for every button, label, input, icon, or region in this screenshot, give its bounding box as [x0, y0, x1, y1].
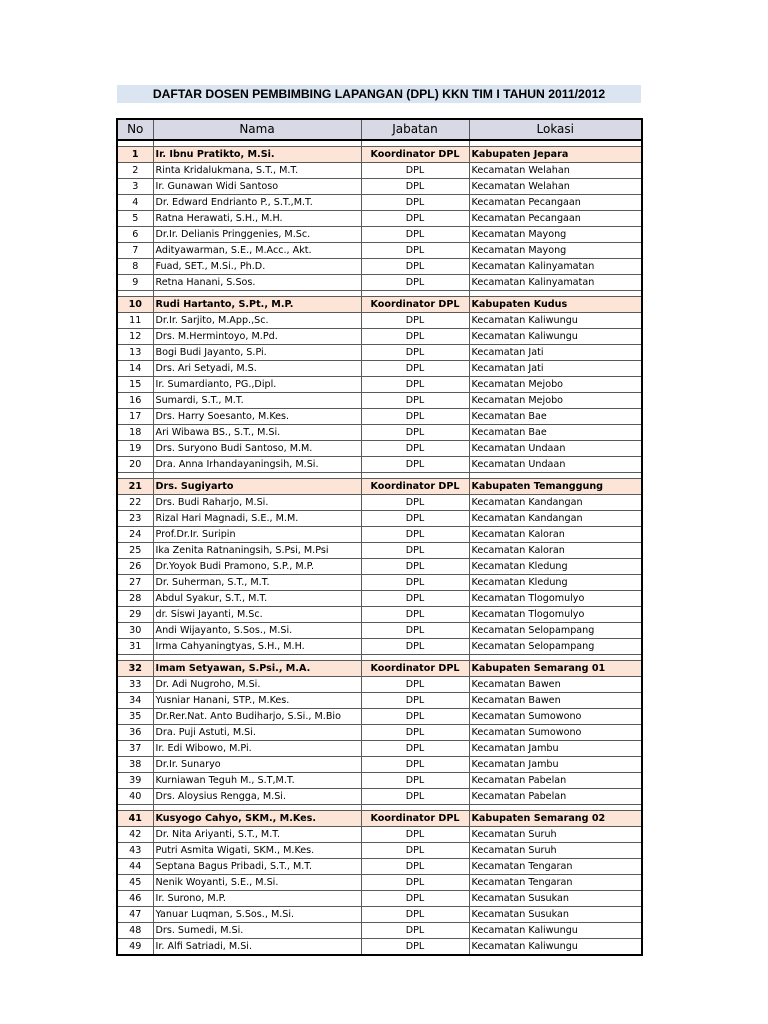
table-row	[117, 757, 642, 773]
coordinator-row	[117, 147, 642, 163]
cell-no: 29	[117, 607, 153, 623]
cell-nama: Nenik Woyanti, S.E., M.Si.	[153, 875, 361, 891]
cell-nama: Drs. M.Hermintoyo, M.Pd.	[153, 329, 361, 345]
cell-nama: Dr.Ir. Sarjito, M.App.,Sc.	[153, 313, 361, 329]
cell-no: 4	[117, 195, 153, 211]
table-row	[117, 907, 642, 923]
cell-no: 46	[117, 891, 153, 907]
cell-lokasi: Kecamatan Mejobo	[469, 393, 642, 409]
table-body	[117, 140, 642, 955]
cell-no: 34	[117, 693, 153, 709]
cell-lokasi: Kecamatan Jambu	[469, 741, 642, 757]
cell-lokasi: Kabupaten Kudus	[469, 297, 642, 313]
cell-no: 15	[117, 377, 153, 393]
cell-no: 19	[117, 441, 153, 457]
cell-jabatan: DPL	[361, 195, 469, 211]
cell-nama: Dr.Ir. Sunaryo	[153, 757, 361, 773]
cell-no: 28	[117, 591, 153, 607]
cell-lokasi: Kecamatan Pecangaan	[469, 195, 642, 211]
cell-jabatan: Koordinator DPL	[361, 479, 469, 495]
cell-jabatan: Koordinator DPL	[361, 811, 469, 827]
cell-lokasi: Kabupaten Semarang 02	[469, 811, 642, 827]
table-row	[117, 773, 642, 789]
cell-jabatan: DPL	[361, 677, 469, 693]
table-row	[117, 843, 642, 859]
cell-jabatan: DPL	[361, 773, 469, 789]
cell-jabatan: DPL	[361, 393, 469, 409]
table-row	[117, 163, 642, 179]
cell-lokasi: Kecamatan Kaliwungu	[469, 313, 642, 329]
table-row	[117, 329, 642, 345]
table-row	[117, 591, 642, 607]
cell-lokasi: Kecamatan Susukan	[469, 891, 642, 907]
table-row	[117, 457, 642, 473]
table-row	[117, 939, 642, 956]
cell-no: 2	[117, 163, 153, 179]
cell-no: 27	[117, 575, 153, 591]
cell-jabatan: DPL	[361, 907, 469, 923]
cell-nama: Dr. Nita Ariyanti, S.T., M.T.	[153, 827, 361, 843]
cell-lokasi: Kecamatan Kaliwungu	[469, 939, 642, 956]
cell-no: 49	[117, 939, 153, 956]
cell-no: 47	[117, 907, 153, 923]
cell-jabatan: DPL	[361, 227, 469, 243]
cell-jabatan: DPL	[361, 543, 469, 559]
cell-lokasi: Kecamatan Tengaran	[469, 859, 642, 875]
table-row	[117, 859, 642, 875]
cell-jabatan: DPL	[361, 179, 469, 195]
cell-no: 33	[117, 677, 153, 693]
cell-no: 35	[117, 709, 153, 725]
cell-lokasi: Kecamatan Pecangaan	[469, 211, 642, 227]
cell-jabatan: DPL	[361, 329, 469, 345]
cell-lokasi: Kecamatan Sumowono	[469, 725, 642, 741]
cell-lokasi: Kecamatan Kandangan	[469, 495, 642, 511]
cell-lokasi: Kecamatan Kalinyamatan	[469, 275, 642, 291]
cell-no: 36	[117, 725, 153, 741]
cell-lokasi: Kecamatan Bawen	[469, 677, 642, 693]
table-row	[117, 741, 642, 757]
cell-no: 21	[117, 479, 153, 495]
cell-no: 17	[117, 409, 153, 425]
cell-jabatan: DPL	[361, 441, 469, 457]
cell-nama: Putri Asmita Wigati, SKM., M.Kes.	[153, 843, 361, 859]
cell-jabatan: DPL	[361, 623, 469, 639]
cell-lokasi: Kecamatan Jambu	[469, 757, 642, 773]
cell-no: 1	[117, 147, 153, 163]
cell-jabatan: DPL	[361, 163, 469, 179]
cell-no: 41	[117, 811, 153, 827]
table-row	[117, 377, 642, 393]
cell-nama: Adityawarman, S.E., M.Acc., Akt.	[153, 243, 361, 259]
table-row	[117, 891, 642, 907]
cell-lokasi: Kecamatan Suruh	[469, 827, 642, 843]
cell-no: 18	[117, 425, 153, 441]
cell-no: 20	[117, 457, 153, 473]
cell-jabatan: Koordinator DPL	[361, 661, 469, 677]
cell-jabatan: DPL	[361, 243, 469, 259]
cell-lokasi: Kecamatan Undaan	[469, 441, 642, 457]
cell-no: 13	[117, 345, 153, 361]
cell-jabatan: DPL	[361, 259, 469, 275]
cell-jabatan: Koordinator DPL	[361, 297, 469, 313]
cell-no: 24	[117, 527, 153, 543]
table-row	[117, 639, 642, 655]
table-row	[117, 195, 642, 211]
cell-nama: Prof.Dr.Ir. Suripin	[153, 527, 361, 543]
cell-jabatan: DPL	[361, 709, 469, 725]
cell-no: 31	[117, 639, 153, 655]
cell-jabatan: DPL	[361, 789, 469, 805]
cell-nama: Ratna Herawati, S.H., M.H.	[153, 211, 361, 227]
table-row	[117, 393, 642, 409]
cell-jabatan: DPL	[361, 875, 469, 891]
column-header-lokasi: Lokasi	[469, 119, 642, 140]
cell-lokasi: Kecamatan Pabelan	[469, 789, 642, 805]
dpl-table	[116, 118, 643, 956]
document-title: DAFTAR DOSEN PEMBIMBING LAPANGAN (DPL) KKN TIM I TAHUN 2011/2012	[117, 85, 641, 103]
coordinator-row	[117, 479, 642, 495]
cell-no: 8	[117, 259, 153, 275]
cell-no: 7	[117, 243, 153, 259]
cell-lokasi: Kecamatan Kaloran	[469, 543, 642, 559]
cell-nama: Dr.Yoyok Budi Pramono, S.P., M.P.	[153, 559, 361, 575]
cell-nama: Dra. Anna Irhandayaningsih, M.Si.	[153, 457, 361, 473]
cell-nama: Drs. Sugiyarto	[153, 479, 361, 495]
cell-jabatan: DPL	[361, 725, 469, 741]
cell-nama: Retna Hanani, S.Sos.	[153, 275, 361, 291]
cell-nama: Imam Setyawan, S.Psi., M.A.	[153, 661, 361, 677]
cell-lokasi: Kecamatan Bawen	[469, 693, 642, 709]
cell-no: 12	[117, 329, 153, 345]
cell-nama: Drs. Sumedi, M.Si.	[153, 923, 361, 939]
cell-lokasi: Kecamatan Bae	[469, 409, 642, 425]
cell-nama: dr. Siswi Jayanti, M.Sc.	[153, 607, 361, 623]
cell-lokasi: Kecamatan Susukan	[469, 907, 642, 923]
cell-jabatan: DPL	[361, 741, 469, 757]
cell-nama: Ir. Ibnu Pratikto, M.Si.	[153, 147, 361, 163]
cell-lokasi: Kecamatan Kaliwungu	[469, 329, 642, 345]
cell-nama: Drs. Suryono Budi Santoso, M.M.	[153, 441, 361, 457]
cell-jabatan: DPL	[361, 757, 469, 773]
table-row	[117, 179, 642, 195]
cell-lokasi: Kecamatan Welahan	[469, 163, 642, 179]
cell-no: 37	[117, 741, 153, 757]
cell-lokasi: Kecamatan Kaliwungu	[469, 923, 642, 939]
cell-nama: Ir. Edi Wibowo, M.Pi.	[153, 741, 361, 757]
cell-no: 40	[117, 789, 153, 805]
cell-nama: Abdul Syakur, S.T., M.T.	[153, 591, 361, 607]
cell-lokasi: Kecamatan Kledung	[469, 575, 642, 591]
cell-no: 32	[117, 661, 153, 677]
table-row	[117, 559, 642, 575]
cell-nama: Rinta Kridalukmana, S.T., M.T.	[153, 163, 361, 179]
cell-no: 26	[117, 559, 153, 575]
cell-lokasi: Kecamatan Mayong	[469, 227, 642, 243]
cell-jabatan: DPL	[361, 639, 469, 655]
cell-jabatan: DPL	[361, 425, 469, 441]
table-row	[117, 607, 642, 623]
table-row	[117, 313, 642, 329]
coordinator-row	[117, 297, 642, 313]
cell-nama: Sumardi, S.T., M.T.	[153, 393, 361, 409]
table-row	[117, 243, 642, 259]
cell-lokasi: Kecamatan Kandangan	[469, 511, 642, 527]
cell-no: 5	[117, 211, 153, 227]
table-row	[117, 789, 642, 805]
cell-no: 6	[117, 227, 153, 243]
cell-no: 16	[117, 393, 153, 409]
cell-no: 11	[117, 313, 153, 329]
cell-lokasi: Kecamatan Tengaran	[469, 875, 642, 891]
cell-jabatan: DPL	[361, 495, 469, 511]
cell-nama: Septana Bagus Pribadi, S.T., M.T.	[153, 859, 361, 875]
cell-nama: Andi Wijayanto, S.Sos., M.Si.	[153, 623, 361, 639]
cell-no: 42	[117, 827, 153, 843]
table-row	[117, 725, 642, 741]
cell-no: 23	[117, 511, 153, 527]
cell-nama: Dr.Ir. Delianis Pringgenies, M.Sc.	[153, 227, 361, 243]
cell-no: 10	[117, 297, 153, 313]
cell-nama: Ir. Gunawan Widi Santoso	[153, 179, 361, 195]
cell-nama: Ir. Surono, M.P.	[153, 891, 361, 907]
cell-jabatan: DPL	[361, 377, 469, 393]
cell-jabatan: DPL	[361, 923, 469, 939]
cell-jabatan: DPL	[361, 457, 469, 473]
cell-lokasi: Kecamatan Jati	[469, 345, 642, 361]
cell-nama: Dr.Rer.Nat. Anto Budiharjo, S.Si., M.Bio	[153, 709, 361, 725]
cell-lokasi: Kecamatan Suruh	[469, 843, 642, 859]
cell-lokasi: Kecamatan Mejobo	[469, 377, 642, 393]
cell-no: 25	[117, 543, 153, 559]
cell-lokasi: Kecamatan Kledung	[469, 559, 642, 575]
cell-no: 3	[117, 179, 153, 195]
cell-jabatan: DPL	[361, 275, 469, 291]
cell-lokasi: Kabupaten Semarang 01	[469, 661, 642, 677]
cell-no: 45	[117, 875, 153, 891]
cell-lokasi: Kecamatan Kalinyamatan	[469, 259, 642, 275]
table-row	[117, 211, 642, 227]
cell-nama: Kurniawan Teguh M., S.T,M.T.	[153, 773, 361, 789]
cell-nama: Rizal Hari Magnadi, S.E., M.M.	[153, 511, 361, 527]
table-header-row	[117, 119, 642, 140]
cell-nama: Kusyogo Cahyo, SKM., M.Kes.	[153, 811, 361, 827]
cell-jabatan: Koordinator DPL	[361, 147, 469, 163]
cell-lokasi: Kecamatan Pabelan	[469, 773, 642, 789]
cell-nama: Yusniar Hanani, STP., M.Kes.	[153, 693, 361, 709]
table-row	[117, 693, 642, 709]
cell-jabatan: DPL	[361, 511, 469, 527]
coordinator-row	[117, 661, 642, 677]
cell-lokasi: Kecamatan Welahan	[469, 179, 642, 195]
table-row	[117, 227, 642, 243]
cell-nama: Ari Wibawa BS., S.T., M.Si.	[153, 425, 361, 441]
cell-lokasi: Kabupaten Jepara	[469, 147, 642, 163]
cell-nama: Yanuar Luqman, S.Sos., M.Si.	[153, 907, 361, 923]
cell-no: 48	[117, 923, 153, 939]
cell-jabatan: DPL	[361, 939, 469, 956]
table-row	[117, 527, 642, 543]
coordinator-row	[117, 811, 642, 827]
table-row	[117, 677, 642, 693]
cell-lokasi: Kecamatan Kaloran	[469, 527, 642, 543]
column-header-jabatan: Jabatan	[361, 119, 469, 140]
cell-nama: Dr. Adi Nugroho, M.Si.	[153, 677, 361, 693]
cell-nama: Fuad, SET., M.Si., Ph.D.	[153, 259, 361, 275]
table-row	[117, 623, 642, 639]
cell-nama: Drs. Aloysius Rengga, M.Si.	[153, 789, 361, 805]
cell-jabatan: DPL	[361, 559, 469, 575]
cell-nama: Rudi Hartanto, S.Pt., M.P.	[153, 297, 361, 313]
cell-lokasi: Kecamatan Mayong	[469, 243, 642, 259]
cell-lokasi: Kecamatan Selopampang	[469, 623, 642, 639]
cell-nama: Bogi Budi Jayanto, S.Pi.	[153, 345, 361, 361]
cell-nama: Ir. Alfi Satriadi, M.Si.	[153, 939, 361, 956]
cell-no: 14	[117, 361, 153, 377]
cell-jabatan: DPL	[361, 859, 469, 875]
cell-no: 39	[117, 773, 153, 789]
cell-nama: Dr. Edward Endrianto P., S.T.,M.T.	[153, 195, 361, 211]
cell-jabatan: DPL	[361, 827, 469, 843]
table-row	[117, 875, 642, 891]
cell-lokasi: Kecamatan Tlogomulyo	[469, 591, 642, 607]
cell-no: 22	[117, 495, 153, 511]
cell-jabatan: DPL	[361, 891, 469, 907]
cell-jabatan: DPL	[361, 693, 469, 709]
cell-lokasi: Kecamatan Undaan	[469, 457, 642, 473]
table-row	[117, 543, 642, 559]
cell-nama: Ir. Sumardianto, PG.,Dipl.	[153, 377, 361, 393]
cell-nama: Irma Cahyaningtyas, S.H., M.H.	[153, 639, 361, 655]
cell-nama: Drs. Harry Soesanto, M.Kes.	[153, 409, 361, 425]
cell-no: 43	[117, 843, 153, 859]
cell-no: 38	[117, 757, 153, 773]
cell-no: 9	[117, 275, 153, 291]
table-row	[117, 511, 642, 527]
column-header-nama: Nama	[153, 119, 361, 140]
table-row	[117, 709, 642, 725]
table-row	[117, 259, 642, 275]
cell-no: 30	[117, 623, 153, 639]
cell-nama: Ika Zenita Ratnaningsih, S.Psi, M.Psi	[153, 543, 361, 559]
cell-lokasi: Kabupaten Temanggung	[469, 479, 642, 495]
cell-jabatan: DPL	[361, 527, 469, 543]
cell-jabatan: DPL	[361, 313, 469, 329]
table-row	[117, 827, 642, 843]
table-row	[117, 275, 642, 291]
cell-lokasi: Kecamatan Bae	[469, 425, 642, 441]
cell-nama: Dr. Suherman, S.T., M.T.	[153, 575, 361, 591]
cell-jabatan: DPL	[361, 843, 469, 859]
cell-jabatan: DPL	[361, 361, 469, 377]
table-row	[117, 425, 642, 441]
table-row	[117, 923, 642, 939]
column-header-no: No	[117, 119, 153, 140]
table-row	[117, 575, 642, 591]
cell-jabatan: DPL	[361, 409, 469, 425]
table-row	[117, 409, 642, 425]
cell-no: 44	[117, 859, 153, 875]
cell-jabatan: DPL	[361, 211, 469, 227]
table-row	[117, 441, 642, 457]
cell-lokasi: Kecamatan Sumowono	[469, 709, 642, 725]
cell-lokasi: Kecamatan Jati	[469, 361, 642, 377]
cell-jabatan: DPL	[361, 575, 469, 591]
cell-jabatan: DPL	[361, 591, 469, 607]
cell-nama: Drs. Budi Raharjo, M.Si.	[153, 495, 361, 511]
cell-lokasi: Kecamatan Tlogomulyo	[469, 607, 642, 623]
cell-nama: Drs. Ari Setyadi, M.S.	[153, 361, 361, 377]
cell-jabatan: DPL	[361, 345, 469, 361]
table-row	[117, 345, 642, 361]
cell-lokasi: Kecamatan Selopampang	[469, 639, 642, 655]
table-row	[117, 495, 642, 511]
cell-jabatan: DPL	[361, 607, 469, 623]
cell-nama: Dra. Puji Astuti, M.Si.	[153, 725, 361, 741]
table-row	[117, 361, 642, 377]
